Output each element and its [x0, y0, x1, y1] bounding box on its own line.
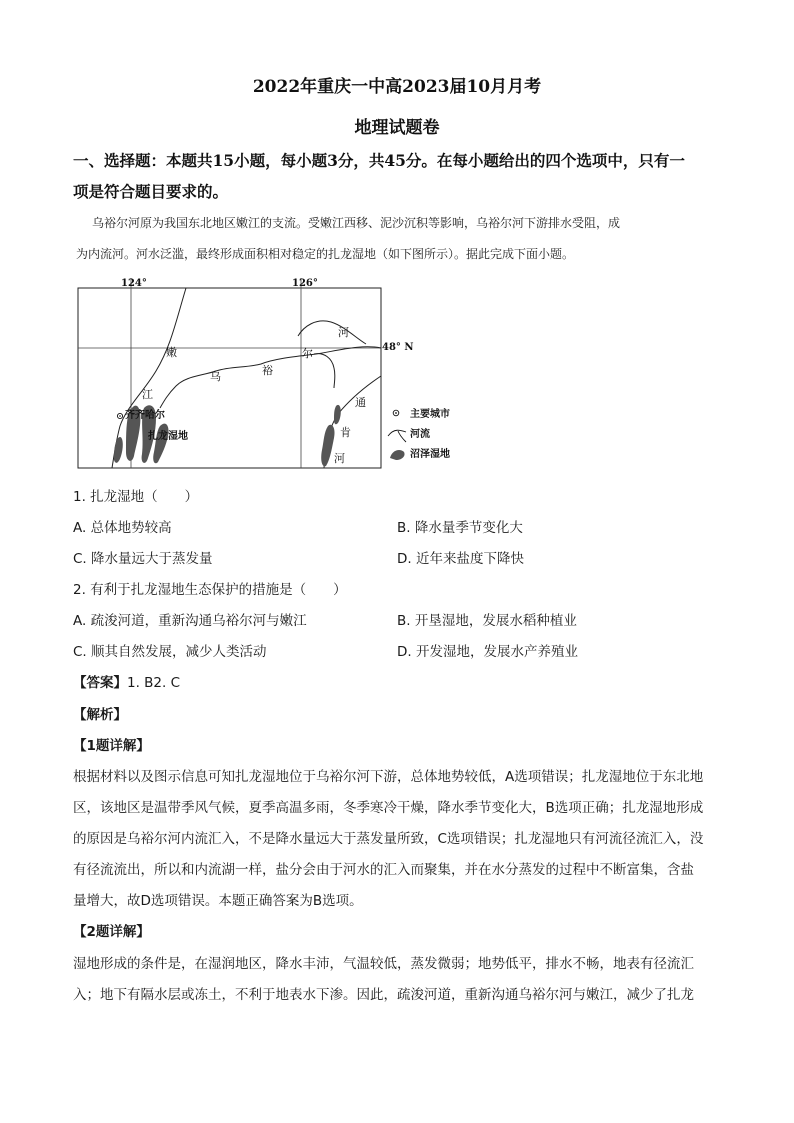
legend-city-label: 主要城市 [410, 409, 450, 420]
page-subtitle: 地理试题卷 [354, 118, 440, 138]
question-1-option-d: D. 近年来盐度下降快 [397, 551, 524, 567]
map-label-qiqihar: 齐齐哈尔 [125, 410, 165, 421]
lon-label-124: 124° [121, 278, 147, 289]
legend-river-icon [388, 430, 406, 442]
question-1-option-a: A. 总体地势较高 [73, 520, 172, 536]
question-1-stem: 1. 扎龙湿地（ ） [73, 489, 199, 505]
map-label-he2: 河 [334, 452, 345, 465]
detail-2-label: 【2题详解】 [73, 924, 150, 940]
question-2-option-d: D. 开发湿地，发展水产养殖业 [397, 644, 578, 660]
detail-1-line-1: 根据材料以及图示信息可知扎龙湿地位于乌裕尔河下游，总体地势较低，A选项错误；扎龙湿地位于东北地 [73, 769, 704, 785]
map-label-tong: 通 [355, 396, 366, 409]
page-title: 2022年重庆一中高2023届10月月考 [252, 77, 542, 97]
question-2-option-a: A. 疏浚河道，重新沟通乌裕尔河与嫩江 [73, 613, 307, 629]
map-label-er: 尔 [302, 347, 313, 360]
detail-1-line-2: 区，该地区是温带季风气候，夏季高温多雨，冬季寒冷干燥，降水季节变化大，B选项正确；扎龙湿地形成 [73, 800, 704, 816]
map-label-zhalong: 扎龙湿地 [148, 431, 188, 442]
detail-1-line-3: 的原因是乌裕尔河内流汇入，不是降水量远大于蒸发量所致，C选项错误；扎龙湿地只有河流径流汇入，没 [73, 831, 704, 847]
map-frame [78, 288, 381, 468]
detail-1-line-5: 量增大，故D选项错误。本题正确答案为B选项。 [73, 893, 363, 909]
map-label-wu: 乌 [210, 370, 221, 383]
answer-value: 1. B2. C [127, 675, 181, 691]
detail-1-label: 【1题详解】 [73, 738, 150, 754]
section-heading-line2: 项是符合题目要求的。 [73, 182, 229, 201]
detail-2-line-1: 湿地形成的条件是，在湿润地区，降水丰沛，气温较低，蒸发微弱；地势低平，排水不畅，地表有径流汇 [73, 956, 694, 972]
map-label-yu: 裕 [262, 364, 273, 377]
wuyur-upper-branch [298, 321, 366, 344]
map-label-jiang: 江 [142, 388, 153, 401]
legend-wetland-icon [390, 450, 405, 460]
map-label-nen: 嫩 [166, 346, 177, 359]
material-line2: 为内流河。河水泛滥，最终形成面积相对稳定的扎龙湿地（如下图所示）。据此完成下面小题。 [76, 247, 575, 261]
city-marker-dot [119, 415, 121, 417]
wuyur-tributary [314, 354, 335, 388]
legend-wetland-label: 沼泽湿地 [410, 449, 450, 460]
answer-label: 【答案】 [73, 675, 127, 691]
question-2-stem: 2. 有利于扎龙湿地生态保护的措施是（ ） [73, 582, 347, 598]
material-line1: 乌裕尔河原为我国东北地区嫩江的支流。受嫩江西移、泥沙沉积等影响，乌裕尔河下游排水受阻，成 [92, 216, 621, 230]
lat-label-48n: 48° N [382, 342, 414, 353]
lon-label-126: 126° [292, 278, 318, 289]
question-2-option-c: C. 顺其自然发展，减少人类活动 [73, 644, 267, 660]
question-2-option-b: B. 开垦湿地，发展水稻种植业 [397, 613, 577, 629]
zhalong-wetland-map [76, 276, 476, 471]
map-legend [388, 407, 450, 460]
section-heading-line1: 一、选择题：本题共15小题，每小题3分，共45分。在每小题给出的四个选项中，只有一 [73, 151, 685, 170]
legend-river-label: 河流 [410, 429, 430, 440]
tongken-river [324, 376, 381, 468]
answer-line [73, 671, 180, 691]
map-label-ken: 肯 [340, 426, 351, 439]
detail-2-line-2: 入；地下有隔水层或冻土，不利于地表水下渗。因此，疏浚河道，重新沟通乌裕尔河与嫩江，减少了扎龙 [73, 987, 694, 1003]
analysis-label: 【解析】 [73, 707, 127, 723]
question-1-option-b: B. 降水量季节变化大 [397, 520, 523, 536]
map-label-he: 河 [338, 326, 349, 339]
wuyur-river [160, 347, 381, 408]
question-1-option-c: C. 降水量远大于蒸发量 [73, 551, 213, 567]
detail-1-line-4: 有径流流出，所以和内流湖一样，盐分会由于河水的汇入而聚集，并在水分蒸发的过程中不断富集，含盐 [73, 862, 694, 878]
